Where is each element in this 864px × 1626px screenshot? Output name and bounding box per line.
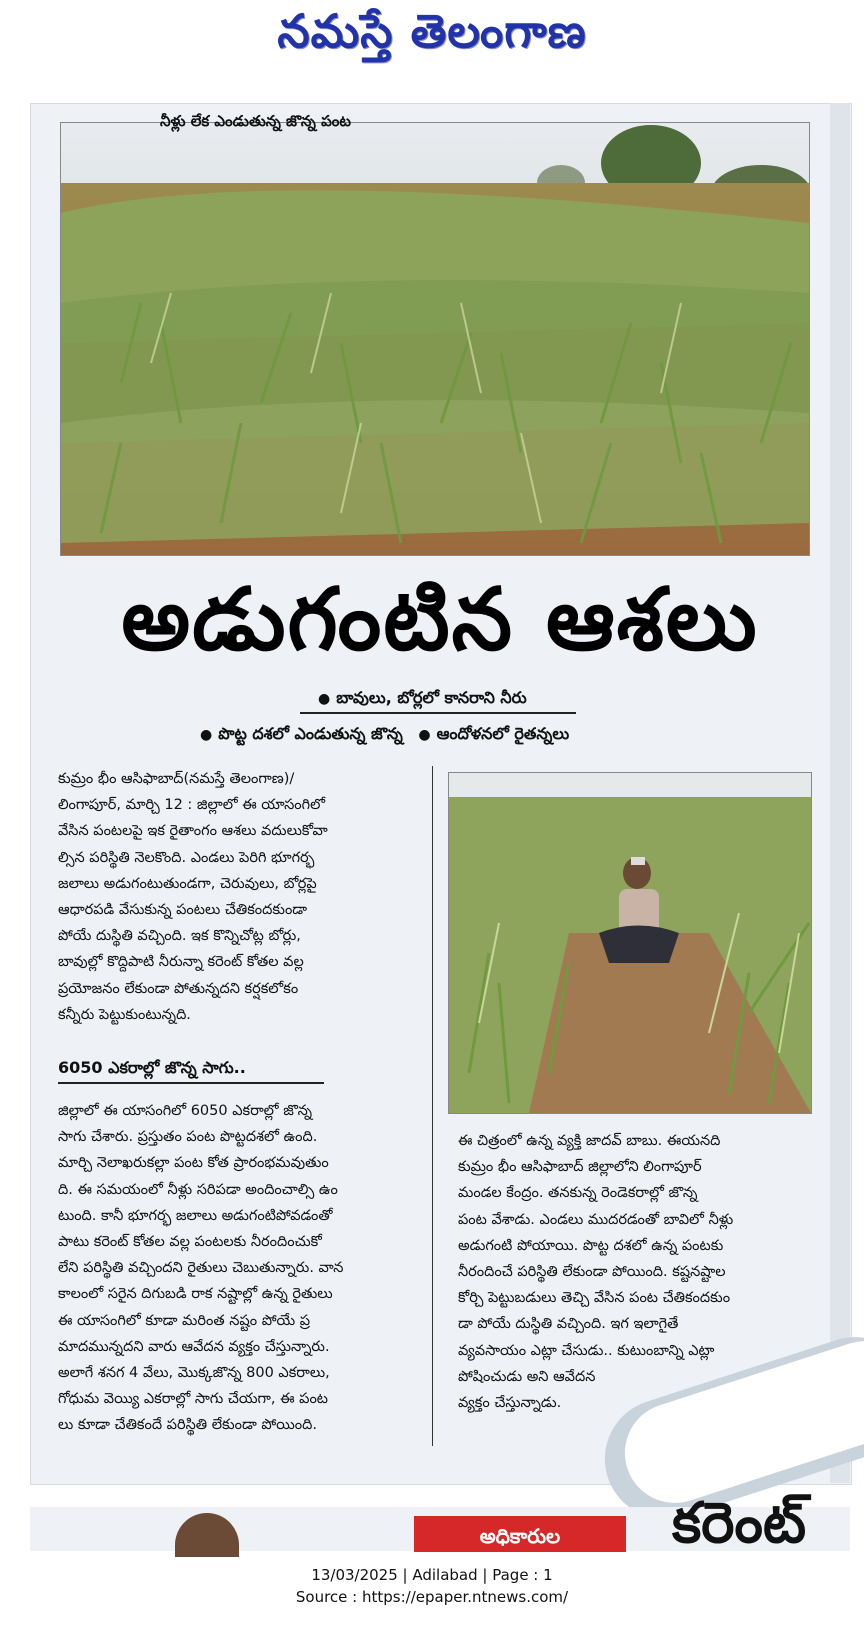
column-divider [432, 766, 433, 1446]
crop-photo [60, 122, 810, 556]
next-article-headline: కరెంట్ [672, 1494, 807, 1554]
bullet-icon: ● [318, 691, 331, 707]
bullet-icon: ● [200, 727, 213, 743]
footer-date-line: 13/03/2025 | Adilabad | Page : 1 [311, 1566, 553, 1584]
next-article-label: అధికారుల [414, 1516, 626, 1552]
masthead-title: నమస్తే తెలంగాణ [277, 4, 587, 58]
bullet-underline [300, 712, 576, 714]
farmer-image [449, 773, 811, 1113]
section-subhead: 6050 ఎకరాల్లో జొన్న సాగు.. [58, 1058, 246, 1077]
footer-source-line[interactable]: Source : https://epaper.ntnews.com/ [295, 1588, 569, 1606]
bullet-icon: ● [418, 727, 431, 743]
bullet-point-1: ● బావులు, బోర్లలో కానరాని నీరు [318, 688, 527, 707]
crop-field-image [61, 123, 809, 555]
body-column-left-bottom: జిల్లాలో ఈ యాసంగిలో 6050 ఎకరాల్లో జొన్న సాగు చేశారు. ప్రస్తుతం పంట పొట్టదశలో ఉంది. మార్చి నెలాఖరుకల్లా పంట కోత ప్రారంభమవుతుం ది. ఈ సమయంలో నీళ్లు సరిపడా అందించాల్సి ఉం టుంది. కానీ భూగర్భ జలాలు అడుగంటిపోవడంతో పాటు కరెంట్ కోతల వల్ల పంటలకు నీరందించుకో లేని పరిస్థితి వచ్చిందని రైతులు చెబుతున్నారు. వాన కాలంలో సరైన దిగుబడి రాక నష్టాల్లో ఉన్న రైతులు ఈ యాసంగిలో కూడా మరింత నష్టం పోయే ప్ర మాదమున్నదని వారు ఆవేదన వ్యక్తం చేస్తున్నారు. అలాగే శనగ 4 వేలు, మొక్కజొన్న 800 ఎకరాలు, గోధుమ వెయ్యి ఎకరాల్లో సాగు చేయగా, ఈ పంట లు కూడా చేతికందే పరిస్థితి లేకుండా పోయింది. [58, 1103, 344, 1434]
body-column-left-top: కుమ్రం భీం ఆసిఫాబాద్(నమస్తే తెలంగాణ)/ లింగాపూర్, మార్చి 12 : జిల్లాలో ఈ యాసంగిలో వేసిన పంటలపై ఇక రైతాంగం ఆశలు వదులుకోవా ల్సిన పరిస్థితి నెలకొంది. ఎండలు పెరిగి భూగర్భ జలాలు అడుగంటుతుండగా, చెరువులు, బోర్లపై ఆధారపడి వేసుకున్న పంటలు చేతికందకుండా పోయే దుస్థితి వచ్చింది. ఇక కొన్నిచోట్ల బోర్లు, బావుల్లో కొద్దిపాటి నీరున్నా కరెంట్ కోతల వల్ల ప్రయోజనం లేకుండా పోతున్నదని కర్షకలోకం కన్నీరు పెట్టుకుంటున్నది. [58, 771, 328, 1023]
farmer-photo [448, 772, 812, 1114]
photo-description: ఈ చిత్రంలో ఉన్న వ్యక్తి జాదవ్ బాబు. ఈయనది కుమ్రం భీం ఆసిఫాబాద్ జిల్లాలోని లింగాపూర్ మండల కేంద్రం. తనకున్న రెండెకరాల్లో జొన్న పంట వేశాడు. ఎండలు ముదరడంతో బావిలో నీళ్లు అడుగంటి పోయాయి. పొట్ట దశలో ఉన్న పంటకు నీరందించే పరిస్థితి లేకుండా పోయింది. కష్టనష్టాల కోర్చి పెట్టుబడులు తెచ్చి వేసిన పంట చేతికందకుం డా పోయే దుస్థితి వచ్చింది. ఇగ ఇలాగైతే వ్యవసాయం ఎట్లా చేసుడు.. కుటుంబాన్ని ఎట్లా పోషించుడు అని ఆవేదన వ్యక్తం చేస్తున్నాడు. [458, 1133, 734, 1412]
article-headline: అడుగంటిన ఆశలు [121, 570, 759, 670]
photo-caption: నీళ్లు లేక ఎండుతున్న జొన్న పంట [160, 112, 351, 130]
bullet-point-2: ● పొట్ట దశలో ఎండుతున్న జొన్న ● ఆందోళనలో రైతన్నలు [200, 724, 570, 743]
side-band [830, 103, 850, 1483]
subhead-underline [58, 1082, 324, 1084]
page-footer [0, 1560, 864, 1626]
